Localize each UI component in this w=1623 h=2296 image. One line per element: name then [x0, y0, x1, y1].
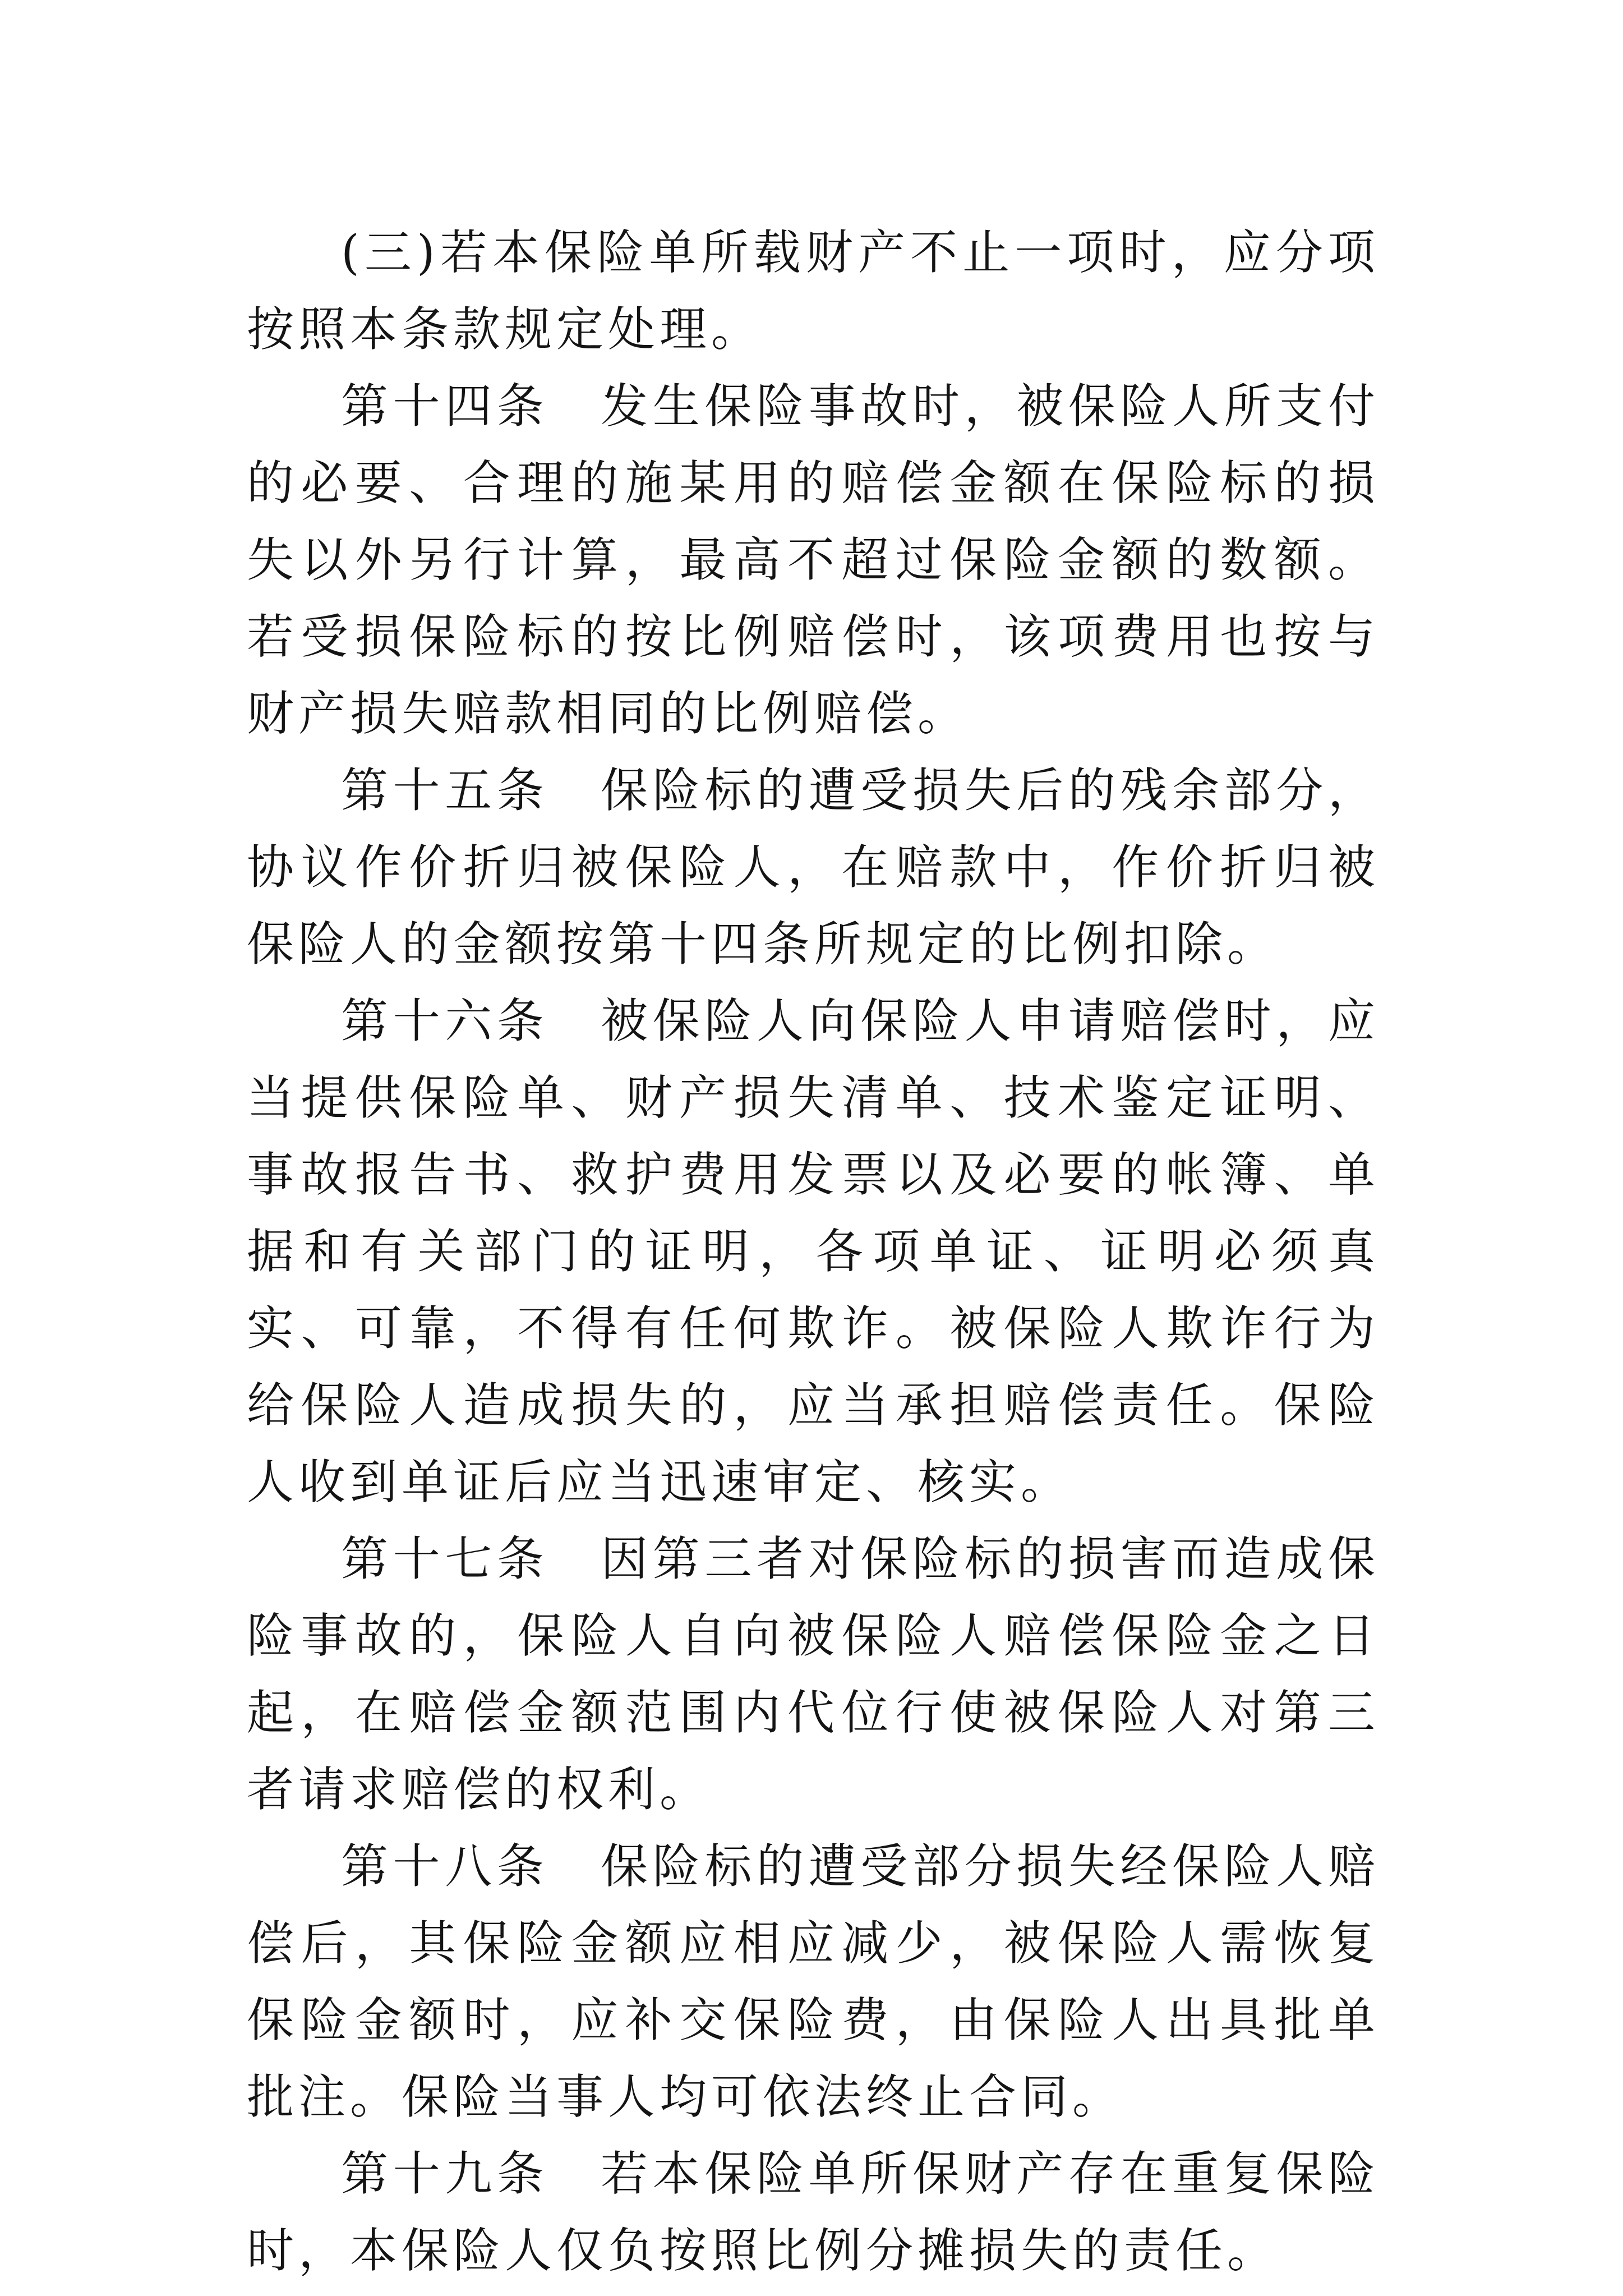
paragraph-article-15: 第十五条 保险标的遭受损失后的残余部分，协议作价折归被保险人，在赔款中，作价折归被保险人的金额按第十四条所规定的比例扣除。 [247, 763, 1380, 972]
paragraph-article-14: 第十四条 发生保险事故时，被保险人所支付的必要、合理的施某用的赔偿金额在保险标的损失以外另行计算，最高不超过保险金额的数额。若受损保险标的按比例赔偿时，该项费用也按与财产损失赔款相同的比例赔偿。 [247, 379, 1380, 741]
paragraph-article-17: 第十七条 因第三者对保险标的损害而造成保险事故的，保险人自向被保险人赔偿保险金之日起，在赔偿金额范围内代位行使被保险人对第三者请求赔偿的权利。 [247, 1531, 1380, 1817]
paragraph-article-16: 第十六条 被保险人向保险人申请赔偿时，应当提供保险单、财产损失清单、技术鉴定证明、事故报告书、救护费用发票以及必要的帐簿、单据和有关部门的证明，各项单证、证明必须真实、可靠，不得有任何欺诈。被保险人欺诈行为给保险人造成损失的，应当承担赔偿责任。保险人收到单证后应当迅速审定、核实。 [247, 993, 1380, 1510]
paragraph-article-19: 第十九条 若本保险单所保财产存在重复保险时，本保险人仅负按照比例分摊损失的责任。 [247, 2146, 1380, 2278]
paragraph-item-3-clause: (三)若本保险单所载财产不止一项时，应分项按照本条款规定处理。 [247, 225, 1380, 357]
document-body [247, 214, 1380, 2289]
paragraph-article-18: 第十八条 保险标的遭受部分损失经保险人赔偿后，其保险金额应相应减少，被保险人需恢复保险金额时，应补交保险费，由保险人出具批单批注。保险当事人均可依法终止合同。 [247, 1839, 1380, 2124]
